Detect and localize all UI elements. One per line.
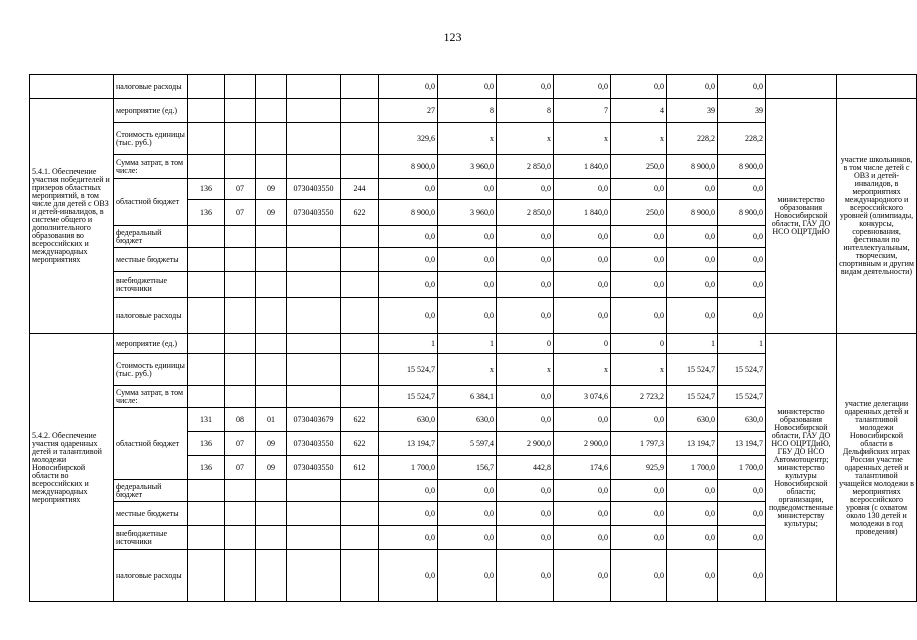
value-cell: 8 900,0 xyxy=(379,200,438,226)
value-cell: 0,0 xyxy=(667,298,718,334)
csr-code xyxy=(287,334,341,354)
grbs-code xyxy=(188,502,225,526)
vr-code xyxy=(341,75,379,99)
grbs-code xyxy=(188,354,225,386)
value-cell: 1 700,0 xyxy=(379,456,438,480)
value-cell: 3 960,0 xyxy=(438,155,497,179)
rz-code xyxy=(225,272,256,298)
measure-cell: налоговые расходы xyxy=(114,298,188,334)
pr-code xyxy=(256,354,287,386)
value-cell: 0,0 xyxy=(718,550,766,602)
value-cell: 630,0 xyxy=(438,408,497,432)
pr-code: 01 xyxy=(256,408,287,432)
value-cell: 0,0 xyxy=(497,226,554,248)
value-cell: 0,0 xyxy=(611,248,667,272)
vr-code: 622 xyxy=(341,408,379,432)
value-cell: 0,0 xyxy=(611,272,667,298)
rz-code xyxy=(225,334,256,354)
value-cell: 329,6 xyxy=(379,123,438,155)
csr-code xyxy=(287,99,341,123)
value-cell: 15 524,7 xyxy=(667,354,718,386)
value-cell: 0,0 xyxy=(554,298,611,334)
rz-code: 07 xyxy=(225,179,256,200)
value-cell: 0,0 xyxy=(611,298,667,334)
value-cell: 0,0 xyxy=(497,386,554,408)
rz-code xyxy=(225,248,256,272)
value-cell: 0,0 xyxy=(554,550,611,602)
measure-cell: налоговые расходы xyxy=(114,550,188,602)
rz-code xyxy=(225,75,256,99)
value-cell: 0 xyxy=(554,334,611,354)
csr-code: 0730403550 xyxy=(287,456,341,480)
value-cell: 0,0 xyxy=(497,75,554,99)
value-cell: 15 524,7 xyxy=(379,354,438,386)
vr-code xyxy=(341,550,379,602)
grbs-code: 136 xyxy=(188,200,225,226)
csr-code xyxy=(287,354,341,386)
value-cell: 0,0 xyxy=(554,226,611,248)
value-cell: 0,0 xyxy=(379,226,438,248)
value-cell: 27 xyxy=(379,99,438,123)
vr-code xyxy=(341,155,379,179)
value-cell: 7 xyxy=(554,99,611,123)
grbs-code xyxy=(188,272,225,298)
csr-code: 0730403550 xyxy=(287,200,341,226)
value-cell: 1 xyxy=(438,334,497,354)
measure-cell: местные бюджеты xyxy=(114,502,188,526)
result-cell: участие школьников, в том числе детей с ОВЗ и детей-инвалидов, в мероприятиях международного и всероссийского уровней (олимпиады, конкурсы, соревнования, фестивали по интеллектуальным, творческим, спортивным и другим видам деятельности) xyxy=(837,99,917,334)
value-cell: 0,0 xyxy=(611,179,667,200)
value-cell: 442,8 xyxy=(497,456,554,480)
cell-empty xyxy=(766,75,837,99)
vr-code: 612 xyxy=(341,456,379,480)
value-cell: 0,0 xyxy=(554,408,611,432)
value-cell: 0,0 xyxy=(667,179,718,200)
table-row xyxy=(30,334,917,354)
value-cell: 0,0 xyxy=(438,179,497,200)
value-cell: 0,0 xyxy=(497,526,554,550)
csr-code xyxy=(287,226,341,248)
value-cell: 0,0 xyxy=(379,179,438,200)
value-cell: 250,0 xyxy=(611,155,667,179)
value-cell: 1 xyxy=(718,334,766,354)
rz-code xyxy=(225,502,256,526)
value-cell: 0,0 xyxy=(611,550,667,602)
value-cell: 0,0 xyxy=(438,480,497,502)
value-cell: 0,0 xyxy=(667,248,718,272)
value-cell: 8 900,0 xyxy=(667,155,718,179)
grbs-code xyxy=(188,123,225,155)
value-cell: 0,0 xyxy=(497,480,554,502)
value-cell: 0,0 xyxy=(497,248,554,272)
value-cell: 925,9 xyxy=(611,456,667,480)
value-cell: 0,0 xyxy=(611,480,667,502)
grbs-code: 136 xyxy=(188,432,225,456)
grbs-code xyxy=(188,99,225,123)
pr-code: 09 xyxy=(256,200,287,226)
value-cell: 0,0 xyxy=(611,226,667,248)
value-cell: 0,0 xyxy=(379,298,438,334)
page-number: 123 xyxy=(443,30,462,44)
grbs-code xyxy=(188,248,225,272)
measure-cell: мероприятие (ед.) xyxy=(114,334,188,354)
measure-cell: Стоимость единицы (тыс. руб.) xyxy=(114,354,188,386)
value-cell: 0,0 xyxy=(379,248,438,272)
rz-code: 07 xyxy=(225,200,256,226)
value-cell: 6 384,1 xyxy=(438,386,497,408)
grbs-code xyxy=(188,334,225,354)
value-cell: 0,0 xyxy=(667,550,718,602)
vr-code xyxy=(341,272,379,298)
pr-code xyxy=(256,99,287,123)
csr-code xyxy=(287,75,341,99)
budget-table xyxy=(29,74,917,602)
value-cell: 39 xyxy=(718,99,766,123)
pr-code xyxy=(256,298,287,334)
executor-cell: министерство образования Новосибирской области, ГАУ ДО НСО ОЦРТДиЮ, ГБУ ДО НСО Автомотоцентр; министерство культуры Новосибирской области; организации, подведомственные министерству культуры; xyxy=(766,334,837,602)
rz-code xyxy=(225,99,256,123)
value-cell: x xyxy=(611,123,667,155)
grbs-code xyxy=(188,226,225,248)
pr-code xyxy=(256,155,287,179)
value-cell: 0,0 xyxy=(379,272,438,298)
cell-empty xyxy=(30,75,114,99)
pr-code xyxy=(256,526,287,550)
value-cell: x xyxy=(438,354,497,386)
value-cell: 0,0 xyxy=(667,272,718,298)
value-cell: 0,0 xyxy=(379,75,438,99)
rz-code xyxy=(225,298,256,334)
value-cell: 0,0 xyxy=(554,179,611,200)
value-cell: 1 840,0 xyxy=(554,155,611,179)
csr-code: 0730403679 xyxy=(287,408,341,432)
value-cell: 0,0 xyxy=(497,408,554,432)
value-cell: 0,0 xyxy=(438,550,497,602)
value-cell: 228,2 xyxy=(667,123,718,155)
measure-cell: мероприятие (ед.) xyxy=(114,99,188,123)
grbs-code: 136 xyxy=(188,456,225,480)
value-cell: 0,0 xyxy=(667,502,718,526)
csr-code xyxy=(287,526,341,550)
value-cell: 228,2 xyxy=(718,123,766,155)
value-cell: 2 900,0 xyxy=(497,432,554,456)
csr-code xyxy=(287,123,341,155)
vr-code xyxy=(341,386,379,408)
pr-code xyxy=(256,502,287,526)
measure-cell: областной бюджет xyxy=(114,408,188,480)
value-cell: 8 900,0 xyxy=(667,200,718,226)
csr-code xyxy=(287,272,341,298)
value-cell: 0,0 xyxy=(497,550,554,602)
value-cell: 630,0 xyxy=(379,408,438,432)
rz-code xyxy=(225,550,256,602)
measure-cell: внебюджетные источники xyxy=(114,272,188,298)
rz-code: 07 xyxy=(225,456,256,480)
value-cell: 0,0 xyxy=(718,248,766,272)
pr-code xyxy=(256,248,287,272)
value-cell: 156,7 xyxy=(438,456,497,480)
rz-code: 08 xyxy=(225,408,256,432)
csr-code: 0730403550 xyxy=(287,179,341,200)
value-cell: x xyxy=(554,123,611,155)
measure-cell: местные бюджеты xyxy=(114,248,188,272)
vr-code: 622 xyxy=(341,200,379,226)
value-cell: 630,0 xyxy=(667,408,718,432)
value-cell: 0,0 xyxy=(554,75,611,99)
vr-code xyxy=(341,248,379,272)
activity-name: 5.4.2. Обеспечение участия одаренных детей и талантливой молодежи Новосибирской области во всероссийских и международных мероприятиях xyxy=(30,334,114,602)
value-cell: x xyxy=(554,354,611,386)
value-cell: 3 960,0 xyxy=(438,200,497,226)
value-cell: 0,0 xyxy=(497,179,554,200)
rz-code xyxy=(225,386,256,408)
pr-code xyxy=(256,334,287,354)
pr-code xyxy=(256,550,287,602)
vr-code xyxy=(341,502,379,526)
value-cell: 3 074,6 xyxy=(554,386,611,408)
value-cell: 2 850,0 xyxy=(497,155,554,179)
value-cell: 0,0 xyxy=(718,526,766,550)
value-cell: x xyxy=(611,354,667,386)
value-cell: 8 900,0 xyxy=(718,155,766,179)
value-cell: 0,0 xyxy=(497,502,554,526)
value-cell: 0,0 xyxy=(438,226,497,248)
value-cell: 2 850,0 xyxy=(497,200,554,226)
value-cell: 2 723,2 xyxy=(611,386,667,408)
grbs-code: 136 xyxy=(188,179,225,200)
value-cell: 1 xyxy=(379,334,438,354)
measure-cell: федеральный бюджет xyxy=(114,480,188,502)
value-cell: 13 194,7 xyxy=(667,432,718,456)
value-cell: 1 797,3 xyxy=(611,432,667,456)
csr-code xyxy=(287,550,341,602)
value-cell: 15 524,7 xyxy=(379,386,438,408)
value-cell: 0,0 xyxy=(438,502,497,526)
measure-cell: Сумма затрат, в том числе: xyxy=(114,155,188,179)
grbs-code xyxy=(188,386,225,408)
pr-code: 09 xyxy=(256,179,287,200)
value-cell: 0,0 xyxy=(554,526,611,550)
rz-code xyxy=(225,526,256,550)
value-cell: 0,0 xyxy=(497,272,554,298)
pr-code xyxy=(256,386,287,408)
value-cell: 0,0 xyxy=(718,226,766,248)
grbs-code xyxy=(188,155,225,179)
value-cell: 8 xyxy=(438,99,497,123)
value-cell: 0,0 xyxy=(554,248,611,272)
value-cell: 630,0 xyxy=(718,408,766,432)
measure-cell: областной бюджет xyxy=(114,179,188,226)
value-cell: 0,0 xyxy=(438,526,497,550)
grbs-code xyxy=(188,480,225,502)
pr-code xyxy=(256,272,287,298)
rz-code xyxy=(225,226,256,248)
value-cell: 0,0 xyxy=(718,75,766,99)
grbs-code: 131 xyxy=(188,408,225,432)
value-cell: 13 194,7 xyxy=(718,432,766,456)
value-cell: 0,0 xyxy=(554,502,611,526)
vr-code xyxy=(341,99,379,123)
rz-code xyxy=(225,480,256,502)
rz-code xyxy=(225,123,256,155)
value-cell: 0,0 xyxy=(438,272,497,298)
value-cell: 0,0 xyxy=(554,480,611,502)
value-cell: 250,0 xyxy=(611,200,667,226)
value-cell: 174,6 xyxy=(554,456,611,480)
value-cell: 0,0 xyxy=(379,502,438,526)
value-cell: 0,0 xyxy=(667,75,718,99)
result-cell: участие делегации одаренных детей и талантливой молодежи Новосибирской области в Дельфийских играх России участие одаренных детей и талантливой учащейся молодежи в мероприятиях всероссийского уровня (с охватом около 130 детей и молодежи в год проведения) xyxy=(837,334,917,602)
grbs-code xyxy=(188,298,225,334)
value-cell: x xyxy=(497,123,554,155)
value-cell: 1 840,0 xyxy=(554,200,611,226)
value-cell: 15 524,7 xyxy=(718,386,766,408)
value-cell: 0,0 xyxy=(379,526,438,550)
csr-code xyxy=(287,298,341,334)
vr-code xyxy=(341,354,379,386)
grbs-code xyxy=(188,526,225,550)
value-cell: 8 xyxy=(497,99,554,123)
value-cell: x xyxy=(497,354,554,386)
value-cell: 15 524,7 xyxy=(718,354,766,386)
table-row xyxy=(30,75,917,99)
vr-code xyxy=(341,226,379,248)
value-cell: 13 194,7 xyxy=(379,432,438,456)
grbs-code xyxy=(188,550,225,602)
measure-cell: налоговые расходы xyxy=(114,75,188,99)
csr-code xyxy=(287,386,341,408)
value-cell: 0 xyxy=(497,334,554,354)
vr-code xyxy=(341,123,379,155)
value-cell: 0,0 xyxy=(497,298,554,334)
grbs-code xyxy=(188,75,225,99)
value-cell: 8 900,0 xyxy=(718,200,766,226)
measure-cell: Стоимость единицы (тыс. руб.) xyxy=(114,123,188,155)
measure-cell: Сумма затрат, в том числе: xyxy=(114,386,188,408)
csr-code xyxy=(287,155,341,179)
pr-code xyxy=(256,226,287,248)
vr-code xyxy=(341,526,379,550)
value-cell: 0,0 xyxy=(667,526,718,550)
value-cell: 0,0 xyxy=(438,298,497,334)
pr-code xyxy=(256,480,287,502)
vr-code xyxy=(341,334,379,354)
rz-code xyxy=(225,354,256,386)
value-cell: 0,0 xyxy=(718,179,766,200)
value-cell: 8 900,0 xyxy=(379,155,438,179)
executor-cell: министерство образования Новосибирской области, ГАУ ДО НСО ОЦРТДиЮ xyxy=(766,99,837,334)
value-cell: 0,0 xyxy=(611,502,667,526)
value-cell: 15 524,7 xyxy=(667,386,718,408)
activity-name: 5.4.1. Обеспечение участия победителей и призеров областных мероприятий, в том числе для детей с ОВЗ и детей-инвалидов, в системе общего и дополнительного образования во всероссийских и международных мероприятиях xyxy=(30,99,114,334)
value-cell: 4 xyxy=(611,99,667,123)
vr-code xyxy=(341,480,379,502)
vr-code: 244 xyxy=(341,179,379,200)
csr-code: 0730403550 xyxy=(287,432,341,456)
csr-code xyxy=(287,248,341,272)
value-cell: 0,0 xyxy=(667,226,718,248)
value-cell: 0,0 xyxy=(718,272,766,298)
value-cell: 39 xyxy=(667,99,718,123)
value-cell: 0 xyxy=(611,334,667,354)
value-cell: x xyxy=(438,123,497,155)
pr-code xyxy=(256,75,287,99)
pr-code: 09 xyxy=(256,432,287,456)
vr-code xyxy=(341,298,379,334)
vr-code: 622 xyxy=(341,432,379,456)
value-cell: 0,0 xyxy=(379,550,438,602)
value-cell: 0,0 xyxy=(611,526,667,550)
value-cell: 2 900,0 xyxy=(554,432,611,456)
value-cell: 0,0 xyxy=(611,75,667,99)
value-cell: 0,0 xyxy=(718,502,766,526)
value-cell: 0,0 xyxy=(611,408,667,432)
value-cell: 0,0 xyxy=(667,480,718,502)
rz-code xyxy=(225,155,256,179)
value-cell: 0,0 xyxy=(379,480,438,502)
pr-code: 09 xyxy=(256,456,287,480)
table-row xyxy=(30,99,917,123)
measure-cell: федеральный бюджет xyxy=(114,226,188,248)
measure-cell: внебюджетные источники xyxy=(114,526,188,550)
value-cell: 1 700,0 xyxy=(667,456,718,480)
csr-code xyxy=(287,502,341,526)
value-cell: 0,0 xyxy=(438,248,497,272)
value-cell: 1 700,0 xyxy=(718,456,766,480)
value-cell: 5 597,4 xyxy=(438,432,497,456)
value-cell: 0,0 xyxy=(554,272,611,298)
value-cell: 0,0 xyxy=(438,75,497,99)
cell-empty xyxy=(837,75,917,99)
pr-code xyxy=(256,123,287,155)
csr-code xyxy=(287,480,341,502)
value-cell: 1 xyxy=(667,334,718,354)
rz-code: 07 xyxy=(225,432,256,456)
value-cell: 0,0 xyxy=(718,298,766,334)
value-cell: 0,0 xyxy=(718,480,766,502)
